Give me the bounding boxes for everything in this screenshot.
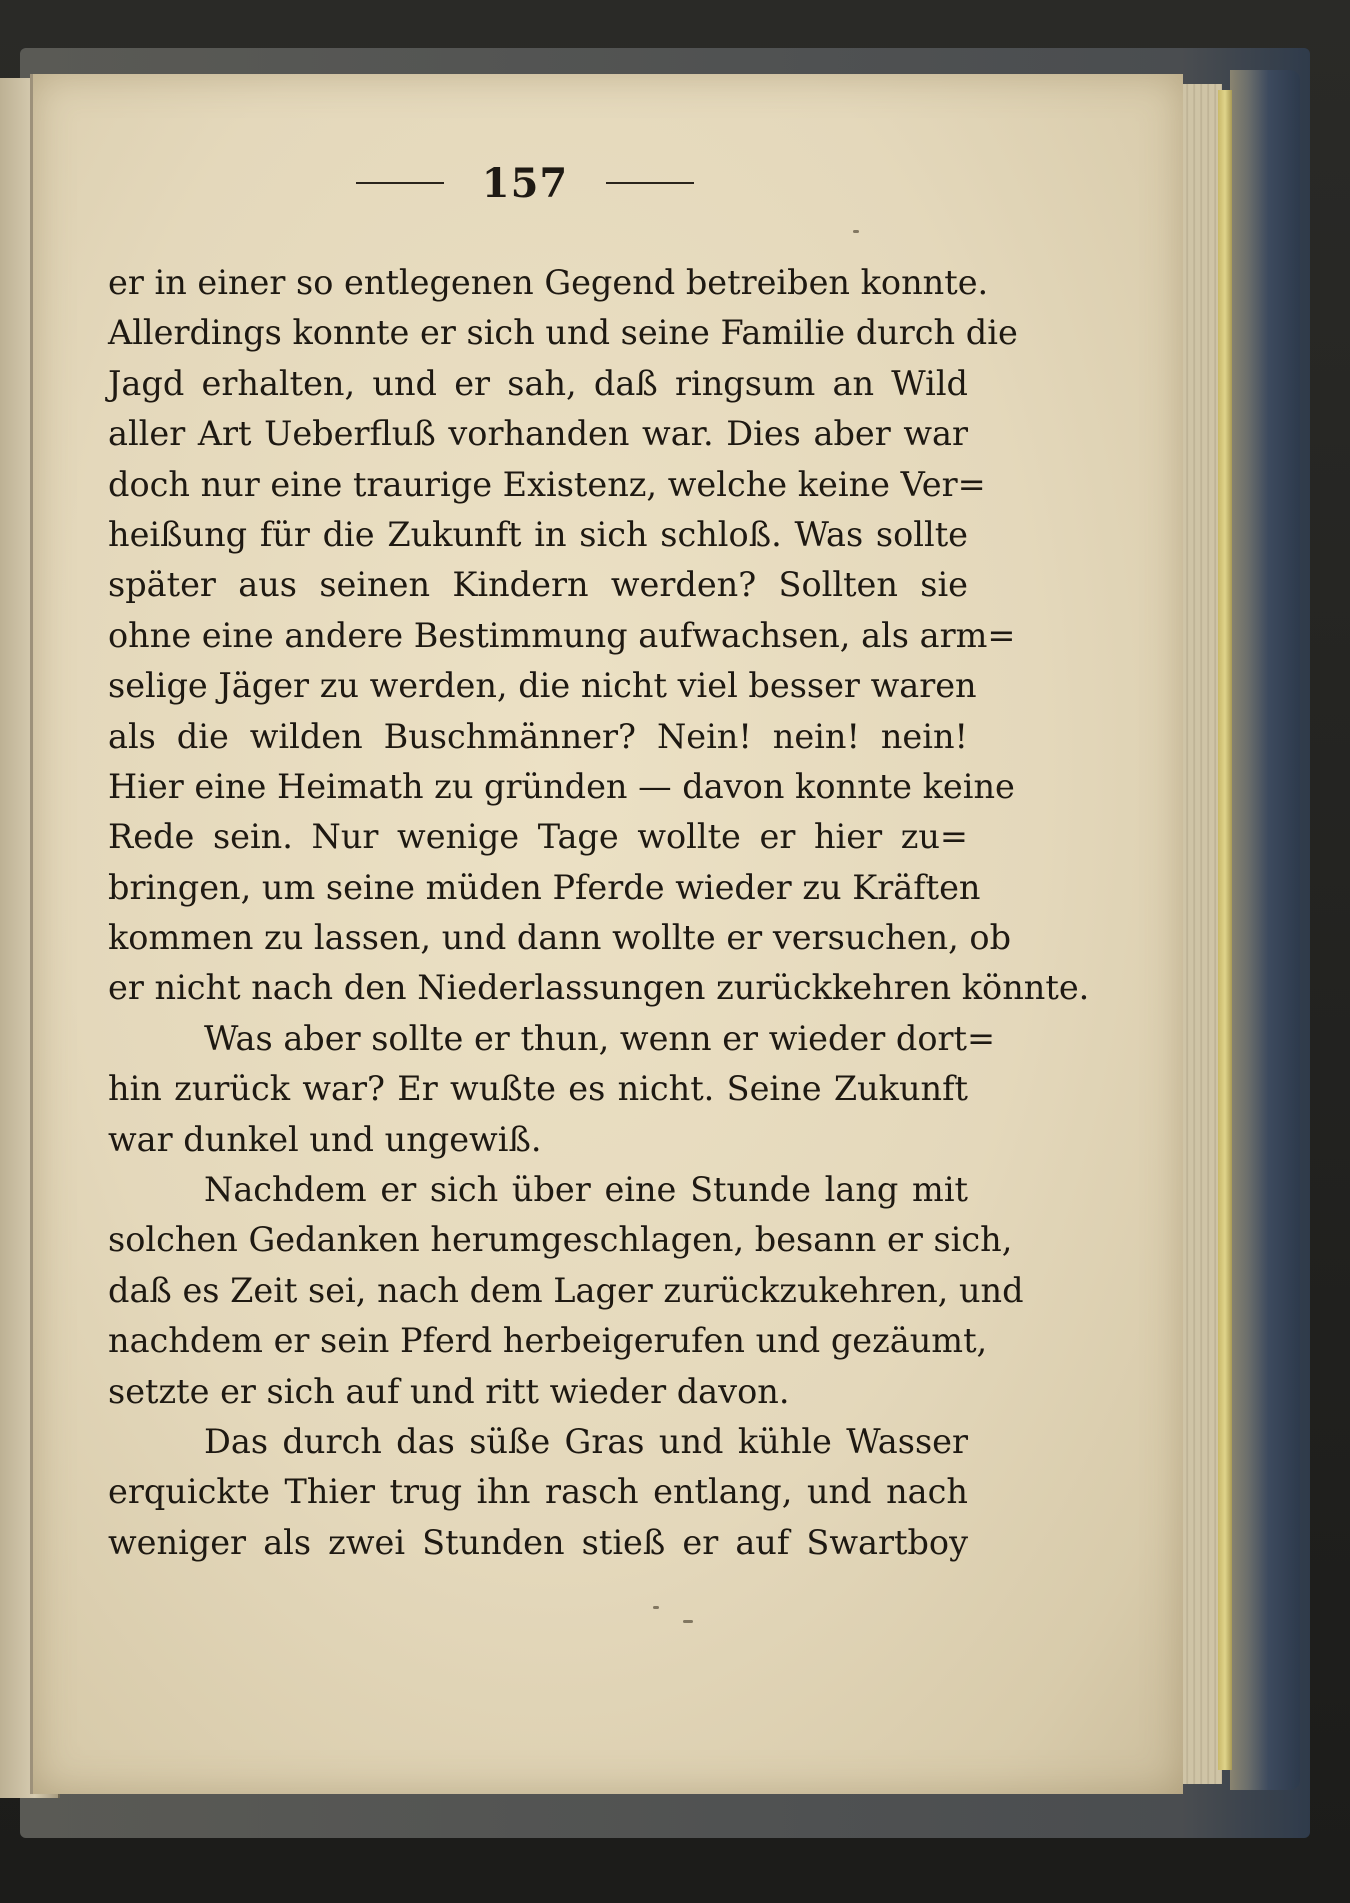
text-line: hin zurück war? Er wußte es nicht. Seine Zukunft [108,1069,968,1109]
text-line: aller Art Ueberfluß vorhanden war. Dies aber war [108,414,968,454]
text-line: später aus seinen Kindern werden? Sollten sie [108,565,968,605]
text-line: war dunkel und ungewiß. [108,1119,542,1159]
text-line: ohne eine andere Bestimmung aufwachsen, als arm= [108,615,1016,655]
page-number: 157 [481,159,569,207]
text-line: doch nur eine traurige Existenz, welche keine Ver= [108,464,986,504]
text-line: nachdem er sein Pferd herbeigerufen und gezäumt, [108,1321,988,1361]
text-line: solchen Gedanken herumgeschlagen, besann er sich, [108,1220,1013,1260]
text-line: bringen, um seine müden Pferde wieder zu Kräften [108,867,981,907]
text-line: heißung für die Zukunft in sich schloß. Was sollte [108,514,968,554]
text-line: setzte er sich auf und ritt wieder davon. [108,1371,790,1411]
text-line: selige Jäger zu werden, die nicht viel besser waren [108,666,977,706]
gilt-edge [1218,90,1232,1770]
body-text [108,258,1090,1568]
text-line: als die wilden Buschmänner? Nein! nein! nein! [108,716,968,756]
text-line: Hier eine Heimath zu gründen — davon konnte keine [108,766,1015,806]
text-line: weniger als zwei Stunden stieß er auf Swartboy [108,1522,968,1562]
text-line: erquickte Thier trug ihn rasch entlang, und nach [108,1472,968,1512]
paper-speck [853,230,859,233]
paper-speck [653,1606,659,1609]
paper-speck [683,1620,693,1623]
text-line: daß es Zeit sei, nach dem Lager zurückzukehren, und [108,1270,1024,1310]
text-line: kommen zu lassen, und dann wollte er versuchen, ob [108,918,1012,958]
text-line: Nachdem er sich über eine Stunde lang mit [204,1170,968,1210]
text-line: Jagd erhalten, und er sah, daß ringsum an Wild [108,363,968,403]
header-rule-left [356,182,444,184]
book-cover-edge [1230,70,1300,1790]
header-rule-right [606,182,694,184]
text-line: er nicht nach den Niederlassungen zurückkehren könnte. [108,968,1090,1008]
text-line: Das durch das süße Gras und kühle Wasser [204,1421,968,1461]
text-line: Rede sein. Nur wenige Tage wollte er hier zu= [108,817,968,857]
text-line: Allerdings konnte er sich und seine Familie durch die [108,313,1018,353]
text-line: Was aber sollte er thun, wenn er wieder dort= [204,1018,996,1058]
text-line: er in einer so entlegenen Gegend betreiben konnte. [108,263,989,302]
page-header [345,158,705,208]
